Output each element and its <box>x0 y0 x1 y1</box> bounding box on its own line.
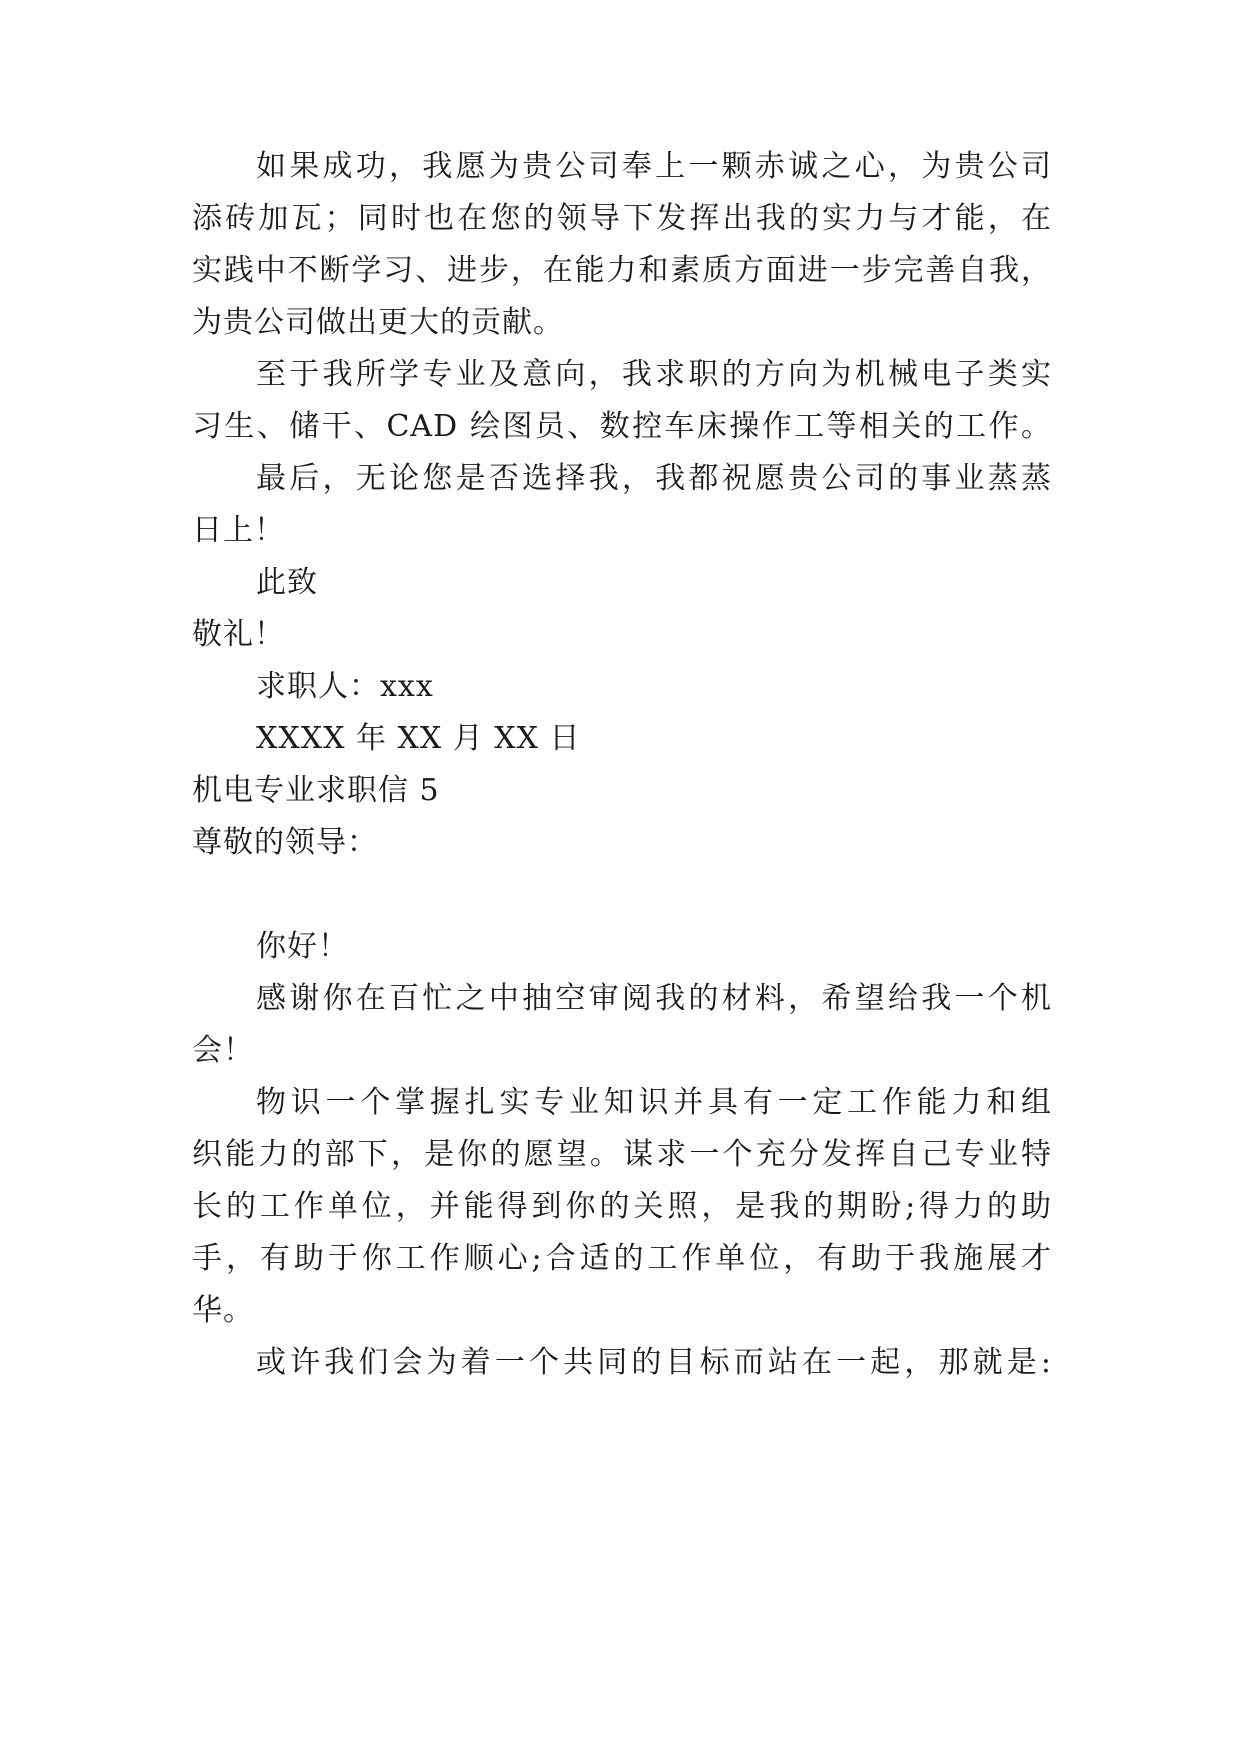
paragraph-line: 织能力的部下，是你的愿望。谋求一个充分发挥自己专业特 <box>192 1137 1052 1172</box>
paragraph-line: 至于我所学专业及意向，我求职的方向为机械电子类实 <box>256 357 1052 392</box>
signature-date: XXXX 年 XX 月 XX 日 <box>256 721 581 756</box>
letter-greeting: 尊敬的领导： <box>192 825 378 860</box>
paragraph-line: 添砖加瓦；同时也在您的领导下发挥出我的实力与才能，在 <box>192 201 1052 236</box>
closing-regards: 敬礼！ <box>192 617 285 652</box>
applicant-signature: 求职人：xxx <box>256 669 434 704</box>
section-title: 机电专业求职信 5 <box>192 773 440 808</box>
paragraph-line: 或许我们会为着一个共同的目标而站在一起，那就是: <box>256 1345 1052 1380</box>
paragraph-line: 你好！ <box>256 929 349 964</box>
paragraph-line: 实践中不断学习、进步，在能力和素质方面进一步完善自我， <box>192 253 1052 288</box>
paragraph-line: 如果成功，我愿为贵公司奉上一颗赤诚之心，为贵公司 <box>256 149 1052 184</box>
paragraph-line: 物识一个掌握扎实专业知识并具有一定工作能力和组 <box>256 1085 1052 1120</box>
paragraph-line: 手，有助于你工作顺心;合适的工作单位，有助于我施展才 <box>192 1241 1052 1276</box>
paragraph-line: 为贵公司做出更大的贡献。 <box>192 305 564 340</box>
paragraph-line: 会！ <box>192 1033 254 1068</box>
paragraph-line: 习生、储干、CAD 绘图员、数控车床操作工等相关的工作。 <box>192 409 1052 444</box>
paragraph-line: 最后，无论您是否选择我，我都祝愿贵公司的事业蒸蒸 <box>256 461 1052 496</box>
paragraph-line: 日上！ <box>192 513 285 548</box>
paragraph-line: 华。 <box>192 1293 254 1328</box>
paragraph-line: 长的工作单位，并能得到你的关照，是我的期盼;得力的助 <box>192 1189 1052 1224</box>
paragraph-line: 感谢你在百忙之中抽空审阅我的材料，希望给我一个机 <box>256 981 1052 1016</box>
closing-salutation: 此致 <box>256 565 318 600</box>
